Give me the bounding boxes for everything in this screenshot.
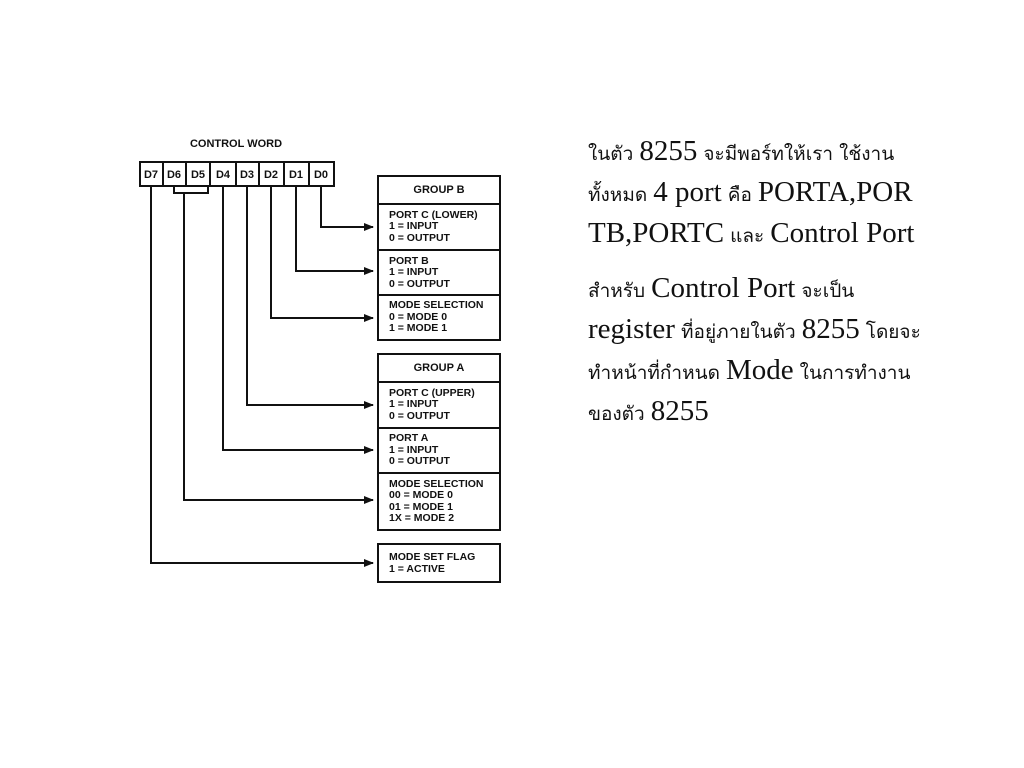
group-b-mode-title: MODE SELECTION bbox=[389, 299, 484, 311]
slide-text bbox=[588, 132, 928, 447]
p1-4port: 4 port bbox=[653, 176, 722, 208]
bit-d0: D0 bbox=[313, 169, 329, 181]
port-a-title: PORT A bbox=[389, 432, 429, 444]
p1-thai-1: ในตัว bbox=[588, 143, 640, 165]
p2-thai-2: จะเป็น bbox=[795, 280, 855, 302]
p2-thai-4: โดยจะทำหน้าที่กำหนด bbox=[588, 321, 921, 384]
port-c-lower-title: PORT C (LOWER) bbox=[389, 209, 478, 221]
connector-d1 bbox=[296, 186, 373, 271]
port-c-lower-output: 0 = OUTPUT bbox=[389, 232, 450, 244]
port-c-upper-title: PORT C (UPPER) bbox=[389, 387, 475, 399]
group-a-mode-0: 00 = MODE 0 bbox=[389, 489, 453, 501]
connector-lines bbox=[151, 186, 373, 563]
bit-d7: D7 bbox=[143, 169, 159, 181]
connector-d6-d5 bbox=[184, 200, 373, 500]
group-b-mode-1: 1 = MODE 1 bbox=[389, 322, 448, 334]
port-a-output: 0 = OUTPUT bbox=[389, 455, 450, 467]
port-b-title: PORT B bbox=[389, 255, 429, 267]
bit-d4: D4 bbox=[215, 169, 231, 181]
p2-thai-3: ที่อยู่ภายในตัว bbox=[674, 321, 802, 343]
bit-d6: D6 bbox=[166, 169, 182, 181]
p2-thai-5: ในการทำงานของตัว bbox=[588, 362, 911, 425]
bit-d3: D3 bbox=[239, 169, 255, 181]
bit-d1: D1 bbox=[288, 169, 304, 181]
p1-thai-4: และ bbox=[724, 225, 771, 247]
paragraph-control-port bbox=[588, 269, 928, 433]
bit-d5: D5 bbox=[190, 169, 206, 181]
bit-d2: D2 bbox=[263, 169, 279, 181]
group-a-header: GROUP A bbox=[413, 362, 465, 374]
group-b-mode-0: 0 = MODE 0 bbox=[389, 311, 448, 323]
port-c-lower-input: 1 = INPUT bbox=[389, 220, 439, 232]
mode-set-flag-active: 1 = ACTIVE bbox=[389, 563, 445, 575]
p2-thai-1: สำหรับ bbox=[588, 280, 652, 302]
p2-register: register bbox=[588, 313, 675, 345]
p2-8255: 8255 bbox=[801, 313, 860, 345]
group-a-mode-title: MODE SELECTION bbox=[389, 478, 484, 490]
port-c-upper-input: 1 = INPUT bbox=[389, 398, 439, 410]
port-c-upper-output: 0 = OUTPUT bbox=[389, 410, 450, 422]
connector-d0 bbox=[321, 186, 373, 227]
paragraph-ports bbox=[588, 132, 928, 255]
p2-control-port: Control Port bbox=[651, 272, 796, 304]
p1-8255: 8255 bbox=[639, 135, 698, 167]
connector-d3 bbox=[247, 186, 373, 405]
port-a-input: 1 = INPUT bbox=[389, 444, 439, 456]
control-word-diagram bbox=[0, 0, 560, 620]
p2-mode: Mode bbox=[725, 354, 794, 386]
group-a-mode-2: 1X = MODE 2 bbox=[389, 512, 455, 524]
p1-port-list: PORTA,PORTB,PORTC bbox=[588, 176, 913, 249]
p1-thai-3: คือ bbox=[721, 184, 758, 206]
p2-8255-end: 8255 bbox=[650, 395, 709, 427]
port-b-input: 1 = INPUT bbox=[389, 266, 439, 278]
d6-d5-bracket bbox=[174, 187, 208, 200]
mode-set-flag-title: MODE SET FLAG bbox=[389, 551, 476, 563]
group-b-header: GROUP B bbox=[413, 184, 465, 196]
group-a-mode-1: 01 = MODE 1 bbox=[389, 501, 453, 513]
p1-control-port: Control Port bbox=[770, 217, 915, 249]
control-word-title: CONTROL WORD bbox=[189, 138, 283, 150]
p1-thai-2: จะมีพอร์ทให้เรา ใช้งานทั้งหมด bbox=[588, 143, 895, 206]
port-b-output: 0 = OUTPUT bbox=[389, 278, 450, 290]
